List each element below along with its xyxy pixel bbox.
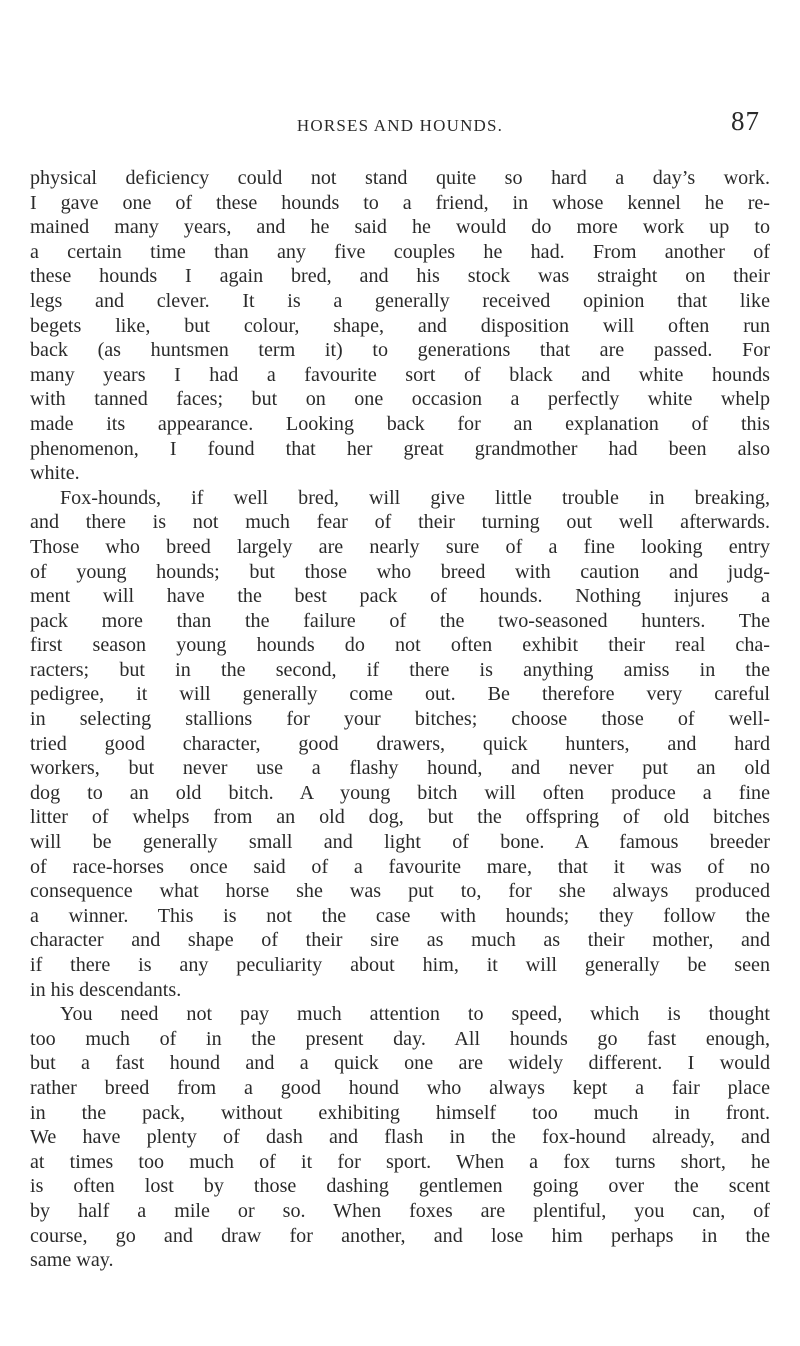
text-line: mained many years, and he said he would do more work up to	[30, 216, 770, 239]
text-line: but a fast hound and a quick one are widely different. I would	[30, 1052, 770, 1075]
text-line: character and shape of their sire as much as their mother, and	[30, 929, 770, 952]
running-title: HORSES AND HOUNDS.	[296, 116, 504, 135]
text-line: physical deficiency could not stand quite so hard a day’s work.	[30, 167, 770, 189]
text-line: consequence what horse she was put to, for she always produced	[30, 880, 770, 903]
text-line: a winner. This is not the case with hounds; they follow the	[30, 904, 770, 927]
running-head	[0, 100, 800, 140]
text-line: course, go and draw for another, and lose him perhaps in the	[30, 1224, 770, 1247]
text-line: with tanned faces; but on one occasion a perfectly white whelp	[30, 388, 770, 411]
text-line: these hounds I again bred, and his stock was straight on their	[30, 265, 770, 288]
text-line: if there is any peculiarity about him, it will generally be seen	[30, 954, 770, 976]
paragraph	[30, 1002, 770, 1273]
paragraph	[30, 166, 770, 486]
text-line: rather breed from a good hound who always kept a fair place	[30, 1076, 770, 1099]
text-line: We have plenty of dash and flash in the fox-hound already, and	[30, 1126, 770, 1149]
text-line: in selecting stallions for your bitches; choose those of well-	[30, 708, 770, 731]
text-line: legs and clever. It is a generally received opinion that like	[30, 289, 770, 312]
text-line: begets like, but colour, shape, and disposition will often run	[30, 314, 770, 337]
text-line: is often lost by those dashing gentlemen going over the scent	[30, 1175, 770, 1198]
text-line: at times too much of it for sport. When a fox turns short, he	[30, 1150, 770, 1173]
text-line: back (as huntsmen term it) to generations that are passed. For	[30, 339, 770, 362]
paragraph	[30, 486, 770, 1002]
text-line: many years I had a favourite sort of black and white hounds	[30, 363, 770, 386]
text-line: white.	[30, 462, 80, 485]
text-line: too much of in the present day. All hounds go fast enough,	[30, 1027, 770, 1050]
text-line: a certain time than any five couples he had. From another of	[30, 240, 770, 263]
text-line: Fox-hounds, if well bred, will give little trouble in breaking,	[60, 486, 770, 509]
text-line: litter of whelps from an old dog, but the offspring of old bitches	[30, 806, 770, 829]
text-line: made its appearance. Looking back for an explanation of this	[30, 412, 770, 435]
text-line: Those who breed largely are nearly sure of a fine looking entry	[30, 535, 770, 558]
text-line: dog to an old bitch. A young bitch will often produce a fine	[30, 781, 770, 804]
text-line: in the pack, without exhibiting himself too much in front.	[30, 1101, 770, 1124]
text-line: You need not pay much attention to speed, which is thought	[60, 1003, 770, 1026]
body-text	[30, 166, 770, 1273]
text-line: and there is not much fear of their turning out well afterwards.	[30, 511, 770, 534]
text-line: will be generally small and light of bone. A famous breeder	[30, 831, 770, 854]
text-line: same way.	[30, 1249, 114, 1272]
text-line: tried good character, good drawers, quick hunters, and hard	[30, 732, 770, 755]
text-line: I gave one of these hounds to a friend, in whose kennel he re-	[30, 191, 770, 214]
text-line: of young hounds; but those who breed with caution and judg-	[30, 560, 770, 583]
text-line: phenomenon, I found that her great grandmother had been also	[30, 437, 770, 460]
text-line: in his descendants.	[30, 978, 182, 1001]
page-number: 87	[731, 106, 760, 136]
text-line: by half a mile or so. When foxes are plentiful, you can, of	[30, 1199, 770, 1222]
text-line: of race-horses once said of a favourite mare, that it was of no	[30, 855, 770, 878]
text-line: pack more than the failure of the two-seasoned hunters. The	[30, 609, 770, 632]
text-line: racters; but in the second, if there is anything amiss in the	[30, 658, 770, 681]
text-line: workers, but never use a flashy hound, and never put an old	[30, 757, 770, 780]
text-line: pedigree, it will generally come out. Be therefore very careful	[30, 683, 770, 706]
text-line: ment will have the best pack of hounds. Nothing injures a	[30, 585, 770, 608]
text-line: first season young hounds do not often exhibit their real cha-	[30, 634, 770, 657]
